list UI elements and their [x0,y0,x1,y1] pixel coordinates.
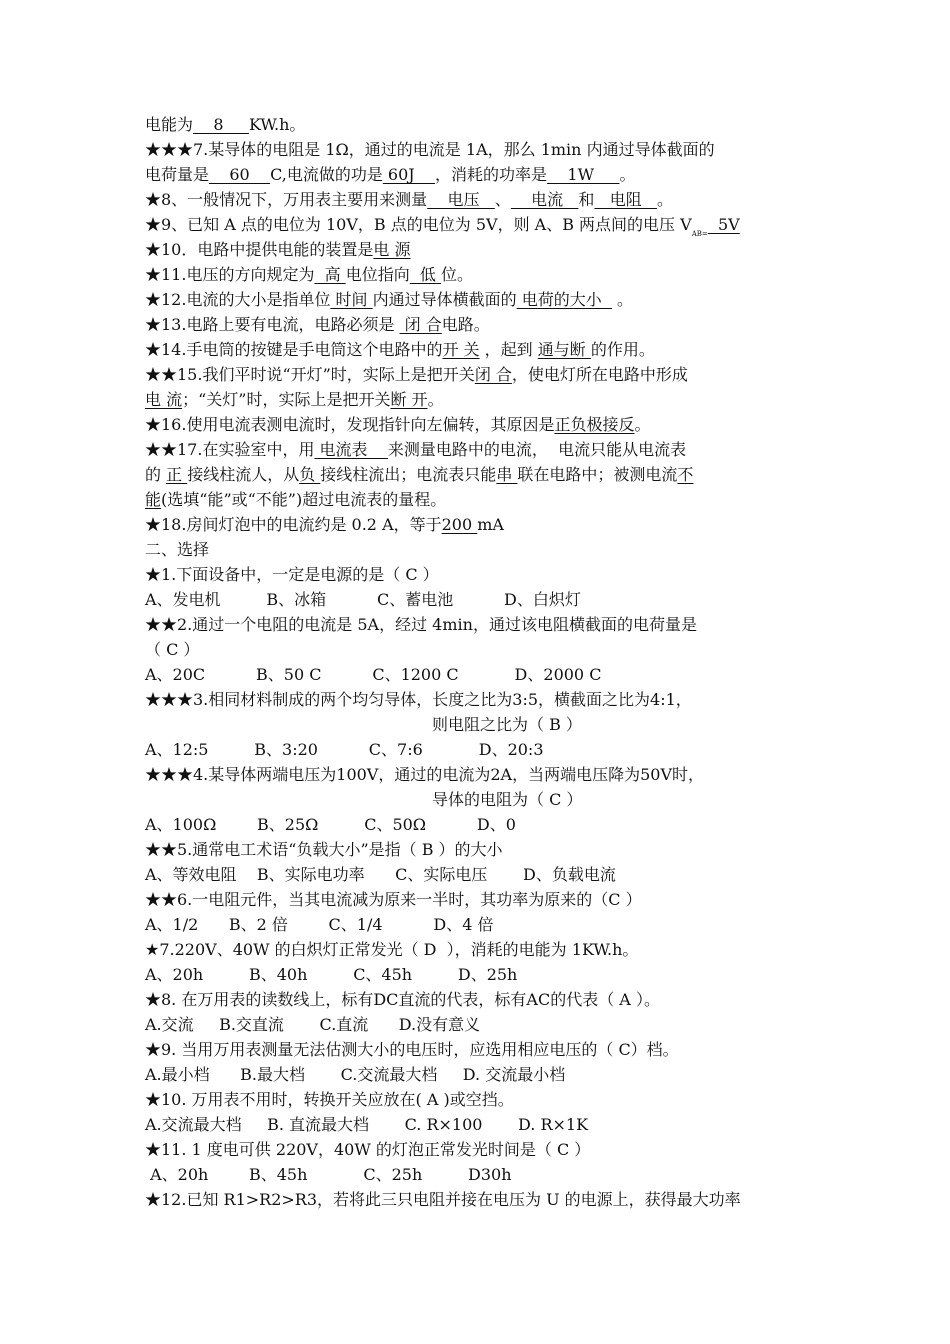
text-segment: ★1.下面设备中，一定是电源的是（ C ） [145,565,439,584]
text-segment: 。 [427,390,444,409]
answer-blank: 串 [496,465,518,484]
text-line [145,939,638,961]
text-segment: 。 [619,165,636,184]
text-segment: ★11. 1 度电可供 220V，40W 的灯泡正常发光时间是（ C ） [145,1140,591,1159]
text-segment: （ C ） [145,640,200,659]
text-line [145,439,686,461]
text-segment: ★10．电路中提供电能的装置是 [145,240,374,259]
text-segment: A、100Ω B、25Ω C、50Ω D、0 [145,815,516,834]
text-line [145,1039,679,1061]
text-line [145,989,660,1011]
answer-blank: 开 关 [442,340,480,359]
text-segment: 联在电路中；被测电流 [517,465,678,484]
text-line [145,639,199,661]
text-line [145,889,642,911]
text-segment: ，消耗的功率是 [435,165,548,184]
answer-blank: 电 流 [145,390,183,409]
answer-blank: 电 源 [373,240,411,259]
text-line [145,1014,480,1036]
answer-blank: 200 [441,515,478,534]
text-line [145,739,544,761]
subscript: AB= [691,230,708,238]
text-segment: ★16.使用电流表测电流时，发现指针向左偏转，其原因是 [145,415,555,434]
text-line [145,189,673,211]
text-segment: ★★2.通过一个电阻的电流是 5A，经过 4min，通过该电阻横截面的电荷量是 [145,615,697,634]
text-segment: ★★★7.某导体的电阻是 1Ω，通过的电流是 1A，那么 1min 内通过导体截面的 [145,140,715,159]
text-line [145,1189,741,1211]
text-segment: A、1/2 B、2 倍 C、1/4 D、4 倍 [145,915,494,934]
text-line [145,914,493,936]
text-line [145,414,650,436]
answer-blank: 低 [409,265,441,284]
text-line [145,689,692,711]
text-segment: 。 [611,290,634,309]
text-line [145,114,305,136]
text-segment: ★10. 万用表不用时，转换开关应放在( A )或空挡。 [145,1090,514,1109]
text-line [145,214,740,236]
text-segment: A、等效电阻 B、实际电功率 C、实际电压 D、负载电流 [145,865,616,884]
text-line [145,964,517,986]
text-segment: A、发电机 B、冰箱 C、蓄电池 D、白炽灯 [145,590,581,609]
answer-blank: 60 [209,165,271,184]
text-segment: ，起到 [479,340,538,359]
text-line [145,364,688,386]
text-segment: 导体的电阻为（ C ） [432,790,583,809]
text-segment: 则电阻之比为（ B ） [432,715,582,734]
answer-blank: 通与断 [537,340,591,359]
text-line [145,389,444,411]
text-segment: KW.h。 [248,115,306,134]
text-line [145,864,616,886]
text-segment: 和 [578,190,595,209]
answer-blank: 电荷的大小 [516,290,612,309]
answer-blank: 1W [547,165,620,184]
text-segment: C,电流做的功是 [270,165,383,184]
text-line [145,164,635,186]
text-line [145,539,209,561]
text-line [145,564,439,586]
text-segment: ★12.电流的大小是指单位 [145,290,331,309]
text-segment: ★9、已知 A 点的电位为 10V，B 点的电位为 5V，则 A、B 两点间的电压 V [145,215,692,234]
text-line [145,1139,590,1161]
text-line [145,1064,565,1086]
text-line [145,514,504,536]
text-segment: A、12:5 B、3:20 C、7:6 D、20:3 [145,740,544,759]
text-line [145,489,446,511]
answer-blank: 正 [166,465,188,484]
text-line [145,1164,512,1186]
text-segment: 二、选择 [145,540,210,559]
text-segment: ★11.电压的方向规定为 [145,265,315,284]
text-segment: A.交流 B.交直流 C.直流 D.没有意义 [145,1015,481,1034]
answer-blank: 电流表 [314,440,388,459]
text-segment: A、20h B、45h C、25h D30h [145,1165,512,1184]
text-segment: ★★15.我们平时说“开灯”时，实际上是把开关 [145,365,475,384]
text-segment: 的作用。 [590,340,655,359]
text-line [145,239,410,261]
text-segment: ★8、一般情况下，万用表主要用来测量 [145,190,428,209]
answer-blank: 高 [314,265,346,284]
answer-blank: 不 [677,465,694,484]
text-segment: ★14.手电筒的按键是手电筒这个电路中的 [145,340,443,359]
text-line [145,1089,514,1111]
text-segment: ★12.已知 R1>R2>R3，若将此三只电阻并接在电压为 U 的电源上，获得最大功率 [145,1190,741,1209]
answer-blank: 8 [193,115,249,134]
text-segment: ★★5.通常电工术语“负载大小”是指（ B ）的大小 [145,840,503,859]
answer-blank: 闭 合 [474,365,512,384]
text-line [145,289,633,311]
text-segment: 。 [656,190,673,209]
text-line [145,589,581,611]
text-segment: A、20h B、40h C、45h D、25h [145,965,518,984]
text-segment: ；“关灯”时，实际上是把开关 [182,390,391,409]
text-line [145,314,490,336]
answer-blank: 60J [382,165,436,184]
text-line [432,789,582,811]
text-segment: 。 [634,415,651,434]
answer-blank: 正负极接反 [554,415,635,434]
text-segment: 电荷量是 [145,165,210,184]
text-segment: 的 [145,465,167,484]
text-segment: ★7.220V、40W 的白炽灯正常发光（ D ），消耗的电能为 1KW.h。 [145,940,639,959]
text-segment: ★★★3.相同材料制成的两个均匀导体，长度之比为3:5，横截面之比为4:1， [145,690,692,709]
text-segment: 接线柱流人，从 [187,465,300,484]
text-line [145,614,697,636]
text-segment: ★★17.在实验室中，用 [145,440,315,459]
text-segment: (选填“能”或“不能”)超过电流表的量程。 [161,490,447,509]
answer-blank: 负 [299,465,321,484]
text-segment: 内通过导体横截面的 [372,290,517,309]
answer-blank: 电流 [510,190,579,209]
text-segment: ★★6.一电阻元件，当其电流减为原来一半时，其功率为原来的（C ） [145,890,642,909]
text-segment: 接线柱流出；电流表只能 [320,465,497,484]
text-segment: 电位指向 [345,265,410,284]
text-segment: A.交流最大档 B. 直流最大档 C. R×100 D. R×1K [145,1115,589,1134]
text-segment: A、20C B、50 C C、1200 C D、2000 C [145,665,602,684]
text-segment: ★18.房间灯泡中的电流约是 0.2 A，等于 [145,515,442,534]
text-segment: 电能为 [145,115,194,134]
text-line [145,764,704,786]
text-segment: 、 [494,190,511,209]
text-line [145,139,715,161]
answer-blank: 电阻 [594,190,657,209]
answer-blank: 时间 [330,290,373,309]
text-line [145,339,655,361]
text-line [432,714,582,736]
text-line [145,264,473,286]
text-segment: ★8. 在万用表的读数线上，标有DC直流的代表，标有AC的代表（ A ）。 [145,990,660,1009]
text-segment: 来测量电路中的电流， 电流只能从电流表 [387,440,687,459]
text-segment: ★9. 当用万用表测量无法估测大小的电压时，应选用相应电压的（ C）档。 [145,1040,679,1059]
text-line [145,814,516,836]
text-line [145,839,503,861]
answer-blank: 能 [145,490,162,509]
text-segment: mA [477,515,504,534]
answer-blank: 断 开 [390,390,428,409]
text-segment: ★★★4.某导体两端电压为100V，通过的电流为2A，当两端电压降为50V时， [145,765,705,784]
answer-blank: 5V [707,215,740,234]
text-segment: A.最小档 B.最大档 C.交流最大档 D. 交流最小档 [145,1065,566,1084]
text-line [145,664,601,686]
answer-blank: 闭 合 [399,315,442,334]
text-segment: ★13.电路上要有电流，电路必须是 [145,315,400,334]
text-segment: 电路。 [441,315,490,334]
text-segment: ，使电灯所在电路中形成 [511,365,688,384]
text-line [145,464,693,486]
text-segment: 位。 [441,265,474,284]
answer-blank: 电压 [427,190,495,209]
text-line [145,1114,588,1136]
